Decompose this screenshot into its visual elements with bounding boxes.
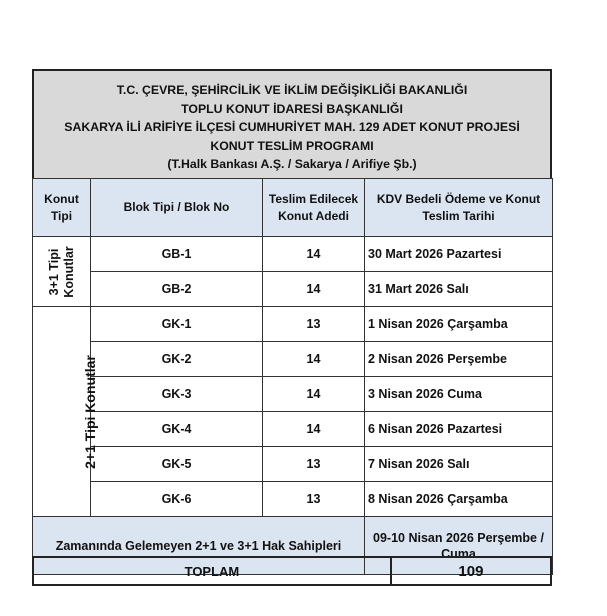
date-cell: 6 Nisan 2026 Pazartesi: [365, 412, 553, 447]
block-cell: GK-4: [91, 412, 263, 447]
count-cell: 13: [263, 307, 365, 342]
total-value: 109: [391, 557, 551, 585]
table-row: [33, 237, 553, 272]
block-cell: GK-6: [91, 482, 263, 517]
group-2plus1: [33, 307, 98, 517]
delivery-schedule: [32, 69, 552, 575]
count-cell: 14: [263, 342, 365, 377]
table-row: [33, 377, 553, 412]
date-cell: 31 Mart 2026 Salı: [365, 272, 553, 307]
late-owners-label: Zamanında Gelemeyen 2+1 ve 3+1 Hak Sahipleri: [33, 517, 365, 575]
date-cell: 7 Nisan 2026 Salı: [365, 447, 553, 482]
block-cell: GK-2: [91, 342, 263, 377]
table-row: [33, 272, 553, 307]
block-cell: GK-5: [91, 447, 263, 482]
header-count: Teslim Edilecek Konut Adedi: [263, 179, 365, 237]
title-program: KONUT TESLİM PROGRAMI: [210, 138, 374, 153]
group-2plus1-label: 2+1 Tipi Konutlar: [81, 354, 98, 469]
table-row: [33, 482, 553, 517]
total-row: [33, 557, 551, 585]
date-cell: 2 Nisan 2026 Perşembe: [365, 342, 553, 377]
title-ministry: T.C. ÇEVRE, ŞEHİRCİLİK VE İKLİM DEĞİŞİKLİĞİ BAKANLIĞI: [116, 83, 468, 97]
count-cell: 14: [263, 377, 365, 412]
title-project: SAKARYA İLİ ARİFİYE İLÇESİ CUMHURİYET MAH. 129 ADET KONUT PROJESİ: [64, 120, 520, 134]
count-cell: 14: [263, 237, 365, 272]
total-label: TOPLAM: [33, 557, 391, 585]
block-cell: GB-1: [91, 237, 263, 272]
block-cell: GB-2: [91, 272, 263, 307]
group-3plus1: [33, 237, 91, 307]
table-header-row: [33, 179, 553, 237]
count-cell: 14: [263, 412, 365, 447]
date-cell: 1 Nisan 2026 Çarşamba: [365, 307, 553, 342]
header-type: Konut Tipi: [33, 179, 91, 237]
count-cell: 13: [263, 447, 365, 482]
title-bank: (T.Halk Bankası A.Ş. / Sakarya / Arifiye Şb.): [167, 157, 417, 171]
table-row: [33, 307, 553, 342]
block-cell: GK-1: [91, 307, 263, 342]
date-cell: 8 Nisan 2026 Çarşamba: [365, 482, 553, 517]
table-row: [33, 342, 553, 377]
date-cell: 3 Nisan 2026 Cuma: [365, 377, 553, 412]
header-block: Blok Tipi / Blok No: [91, 179, 263, 237]
header-date: KDV Bedeli Ödeme ve Konut Teslim Tarihi: [365, 179, 553, 237]
group-3plus1-label: 3+1 Tipi Konutlar: [46, 245, 76, 298]
late-owners-date: 09-10 Nisan 2026 Perşembe / Cuma: [365, 517, 553, 575]
table-row: [33, 447, 553, 482]
schedule-table: [32, 178, 553, 575]
count-cell: 14: [263, 272, 365, 307]
count-cell: 13: [263, 482, 365, 517]
table-row: [33, 412, 553, 447]
title-administration: TOPLU KONUT İDARESİ BAŞKANLIĞI: [181, 101, 403, 116]
date-cell: 30 Mart 2026 Pazartesi: [365, 237, 553, 272]
total-table: [32, 556, 552, 586]
block-cell: GK-3: [91, 377, 263, 412]
document-title: [32, 69, 552, 178]
